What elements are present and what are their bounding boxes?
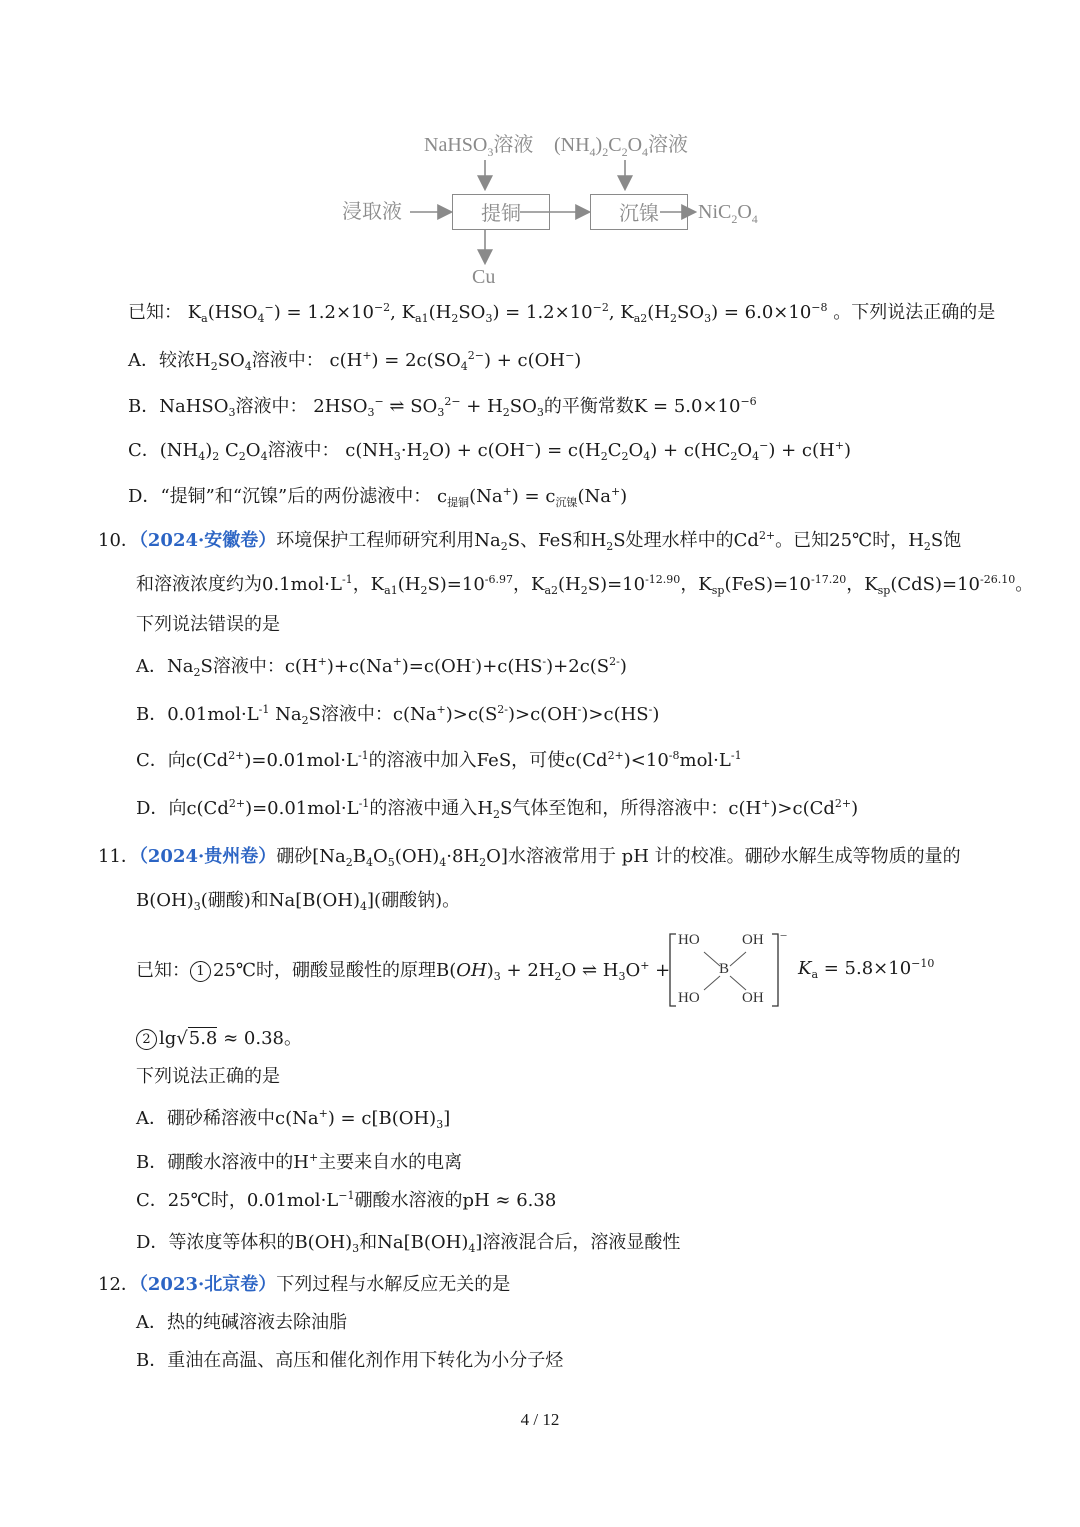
q10-stem-line-2: 和溶液浓度约为$0.1mol\cdot L^{-1}$，$K_{a1}(H_2S)=10^{-6.97}$，$K_{a2}(H_2S)=10^{-12.90}$，$K_{sp}(FeS)=10^{-17.20}$，$K_{sp}(CdS)=10^{-26.10}$。	[136, 573, 1034, 597]
q9-option-b[interactable]: B．NaHSO$_3$溶液中： $2HSO_3^-$ ⇌ $SO_3^{2-} + H_2SO_3$的平衡常数$K = 5.0\times 10^{-6}$	[128, 395, 757, 419]
q11-stem-line-2: $B(OH)_3$(硼酸)和$Na[B(OH)_4]$(硼酸钠)。	[136, 890, 461, 913]
borate-oh-bottom-right: OH	[742, 990, 764, 1006]
process-flow-diagram	[330, 126, 790, 296]
q10-option-c[interactable]: C．向$c(Cd^{2+})=0.01mol\cdot L^{-1}$的溶液中加入FeS，可使$c(Cd^{2+})<10^{-8}mol\cdot L^{-1}$	[136, 749, 742, 771]
q12-stem: 12．（2023·北京卷）下列过程与水解反应无关的是	[98, 1274, 511, 1295]
q10-question: 下列说法错误的是	[136, 614, 280, 635]
q9-option-a[interactable]: A．较浓$H_2SO_4$溶液中： $c(H^+) = 2c(SO_4^{2-}) + c(OH^-)$	[128, 349, 582, 373]
borate-ion-structure	[668, 930, 792, 1010]
q11-option-d[interactable]: D．等浓度等体积的$B(OH)_3$和$Na[B(OH)_4]$溶液混合后，溶液显酸性	[136, 1232, 681, 1255]
flow-product-nic2o4: $NiC_2O_4$	[698, 201, 758, 226]
q10-option-d[interactable]: D．向$c(Cd^{2+})=0.01mol\cdot L^{-1}$的溶液中通入$H_2S$气体至饱和，所得溶液中：$c(H^+)>c(Cd^{2+})$	[136, 797, 859, 821]
flow-product-cu: Cu	[472, 266, 496, 288]
q11-option-a[interactable]: A．硼砂稀溶液中$c(Na^+) = c[B(OH)_3]$	[136, 1107, 451, 1131]
feed-nahso3: NaHSO$_3$溶液	[424, 134, 534, 159]
q11-option-b[interactable]: B．硼酸水溶液中的H+主要来自水的电离	[136, 1151, 463, 1173]
q11-option-c[interactable]: C．25℃时，$0.01mol\cdot L^{-1}$硼酸水溶液的pH ≈ 6.38	[136, 1189, 557, 1211]
borate-boron-atom: B	[719, 961, 730, 977]
q11-ka-value: $K_a = 5.8\times 10^{-10}$	[798, 957, 935, 981]
q9-option-c[interactable]: C．$(NH_4)_2$ $C_2O_4$溶液中： $c(NH_3\cdot H_2O) + c(OH^-) = c(H_2C_2O_4) + c(HC_2O_4^-) + c(H^+)$	[128, 439, 851, 463]
q11-question: 下列说法正确的是	[136, 1066, 280, 1087]
circled-number-2: 2	[136, 1029, 157, 1050]
flow-box-copper-extraction: 提铜	[452, 194, 550, 230]
q10-option-a[interactable]: A．$Na_2S$溶液中：$c(H^+)+c(Na^+)=c(OH^-)+c(HS^-)+2c(S^{2-})$	[136, 655, 627, 679]
q9-known-line: 已知： $K_a(HSO_4^-) = 1.2\times 10^{-2}$, $K_{a1}(H_2SO_3) = 1.2\times 10^{-2}$, $K_{a2}(H_2SO_3) = 6.0\times 10^{-8}$ 。下列说法正确的是	[128, 301, 996, 325]
q11-known-2: 2 lg√5.8 ≈ 0.38。	[136, 1026, 302, 1052]
borate-ho-top-left: HO	[678, 932, 700, 948]
q12-option-a[interactable]: A．热的纯碱溶液去除油脂	[136, 1312, 347, 1333]
circled-number-1: 1	[190, 961, 211, 982]
q11-known-1: 已知： 1 25℃时，硼酸显酸性的原理$B(OH)_3 + 2H_2O$ ⇌ $H_3O^+$ +	[136, 959, 671, 983]
q10-option-b[interactable]: B．$0.01mol\cdot L^{-1}$ $Na_2S$溶液中：$c(Na^+)>c(S^{2-})>c(OH^-)>c(HS^-)$	[136, 703, 660, 727]
page-number: 4 / 12	[520, 1410, 560, 1429]
borate-oh-top-right: OH	[742, 932, 764, 948]
q10-stem-line-1: 10．（2024·安徽卷）环境保护工程师研究利用$Na_2S$、FeS和$H_2S$处理水样中的$Cd^{2+}$。已知25℃时，$H_2S$饱	[98, 529, 962, 553]
feed-ammonium-oxalate: $(NH_4)_2C_2O_4$溶液	[554, 134, 689, 159]
q9-option-d[interactable]: D．“提铜”和“沉镍”后的两份滤液中： $c_{提铜}(Na^+) = c_{沉镍}(Na^+)$	[128, 485, 628, 509]
flow-box-nickel-precipitation: 沉镍	[590, 194, 688, 230]
q11-stem-line-1: 11．（2024·贵州卷）硼砂$[Na_2B_4O_5(OH)_4\cdot 8H_2O]$水溶液常用于 pH 计的校准。硼砂水解生成等物质的量的	[98, 846, 961, 869]
q12-option-b[interactable]: B．重油在高温、高压和催化剂作用下转化为小分子烃	[136, 1350, 564, 1371]
borate-ho-bottom-left: HO	[678, 990, 700, 1006]
flow-start-label: 浸取液	[342, 201, 402, 223]
svg-text:−: −	[780, 930, 788, 943]
